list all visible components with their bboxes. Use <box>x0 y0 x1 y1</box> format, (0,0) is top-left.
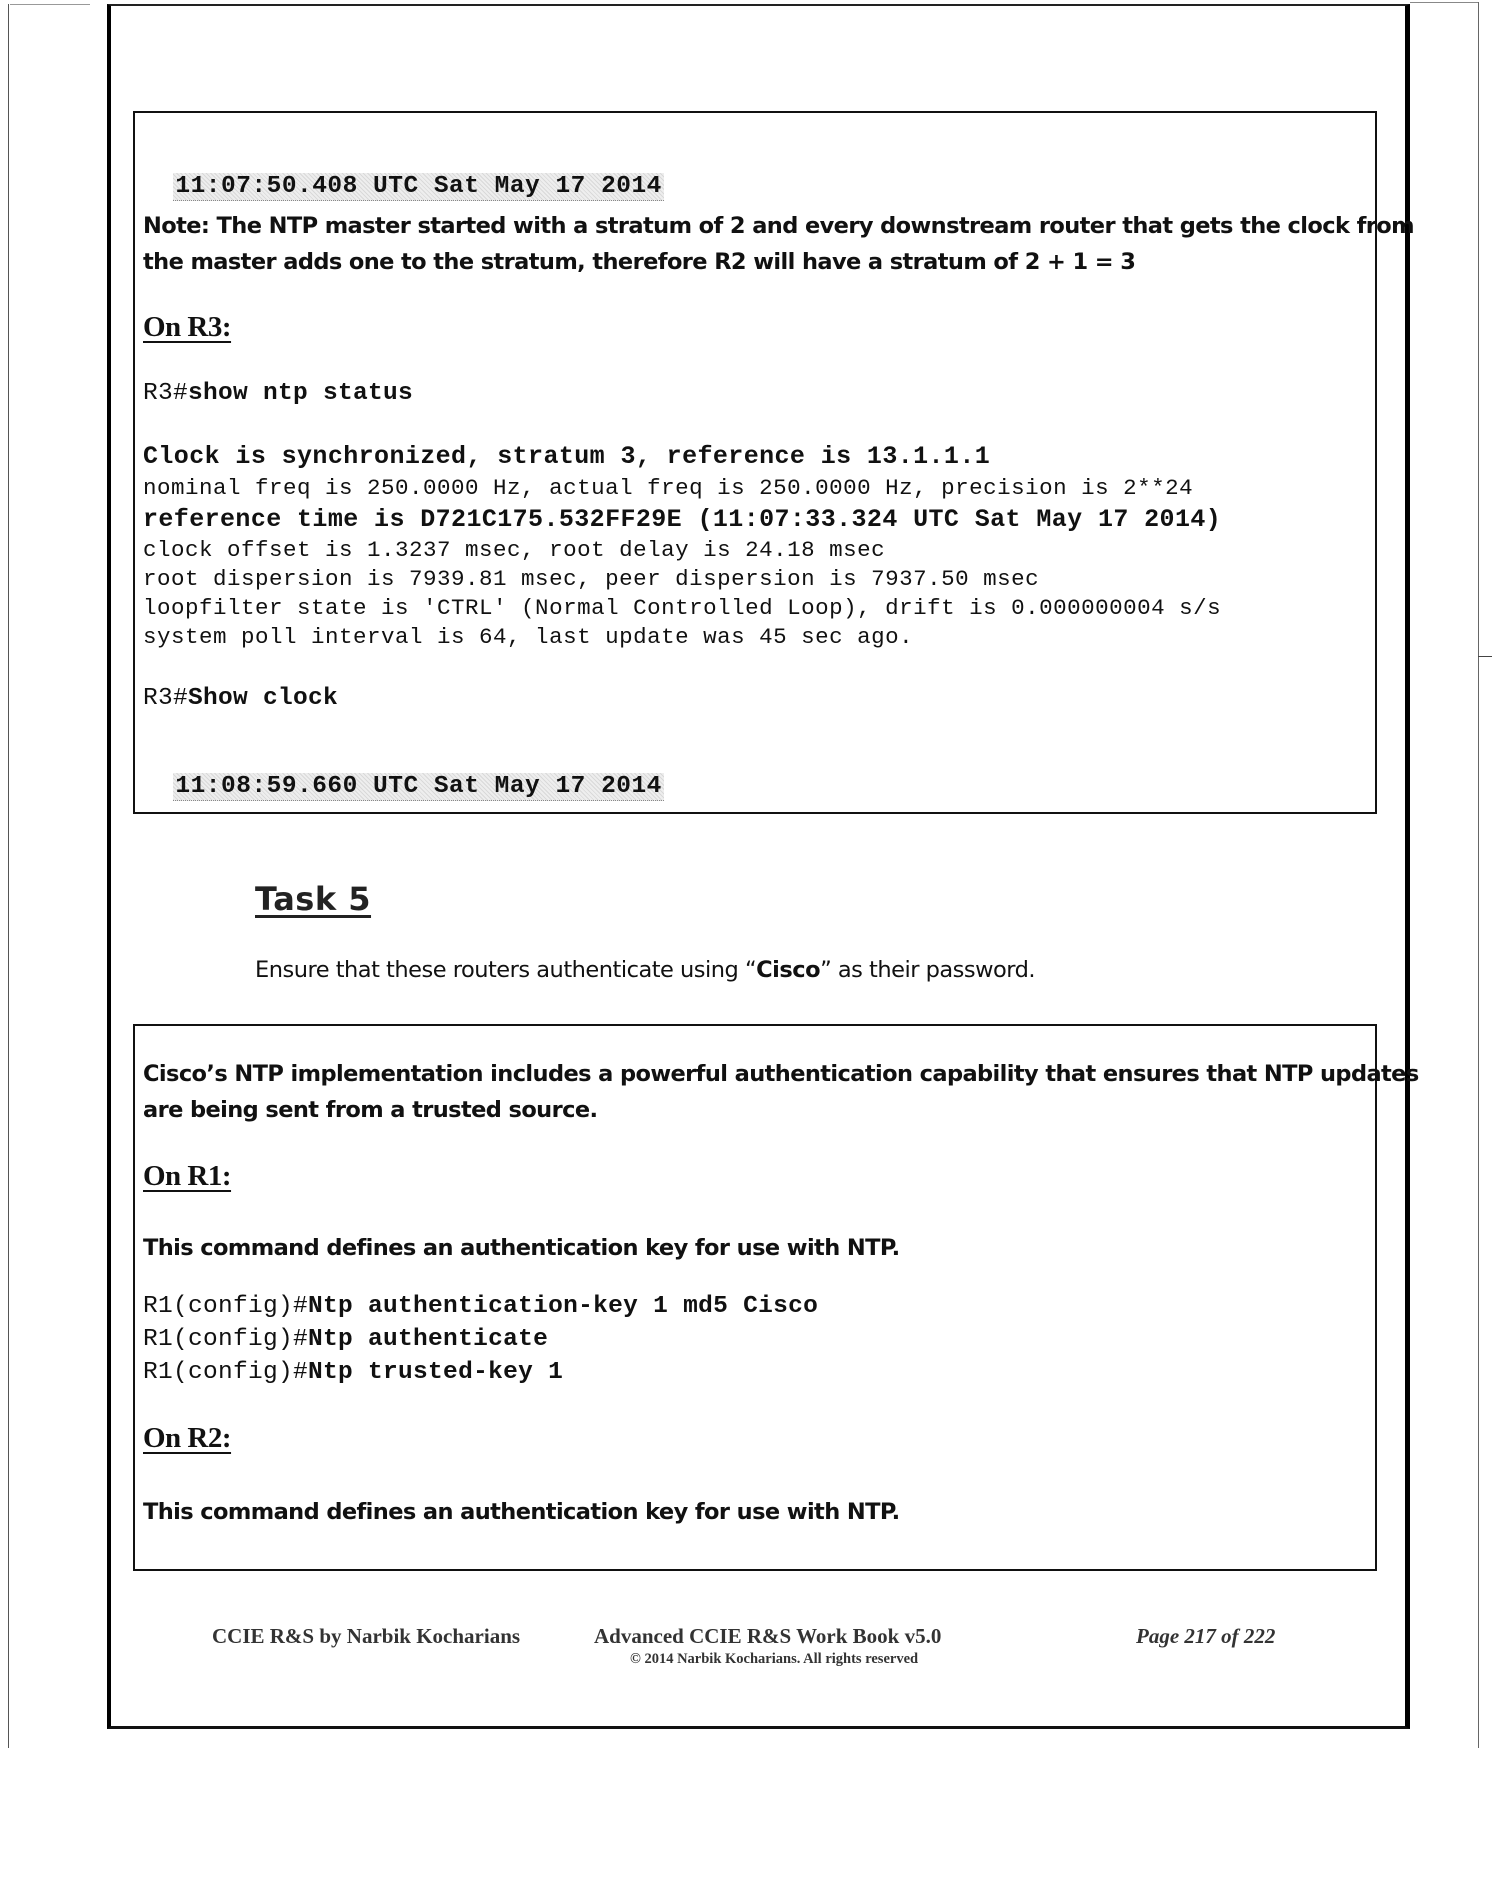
command-show-clock <box>143 685 338 712</box>
cli-prompt: R3# <box>143 380 189 407</box>
clock-output-1-text: 11:07:50.408 UTC Sat May 17 2014 <box>175 173 662 200</box>
password-value: Cisco <box>756 957 821 983</box>
ntp-status-line-5: root dispersion is 7939.81 msec, peer dispersion is 7937.50 msec <box>143 566 1040 592</box>
task-title: Task 5 <box>255 880 372 918</box>
scan-artifact <box>10 4 90 5</box>
cli-prompt: R1(config)# <box>143 1359 309 1386</box>
scan-artifact <box>1410 2 1478 3</box>
intro-line-2: are being sent from a trusted source. <box>143 1097 598 1123</box>
cli-command: Show clock <box>188 685 339 712</box>
ntp-status-line-4: clock offset is 1.3237 msec, root delay is 24.18 msec <box>143 537 886 563</box>
scan-artifact <box>1478 656 1492 657</box>
footer-author: CCIE R&S by Narbik Kocharians <box>212 1624 521 1648</box>
note-line-2: the master adds one to the stratum, therefore R2 will have a stratum of 2 + 1 = 3 <box>143 249 1136 275</box>
scan-margin-line-left <box>8 4 9 1748</box>
footer-page-number: Page 217 of 222 <box>1136 1624 1276 1648</box>
ntp-status-line-7: system poll interval is 64, last update was 45 sec ago. <box>143 624 914 650</box>
clock-output-1 <box>143 146 664 200</box>
intro-line-1: Cisco’s NTP implementation includes a powerful authentication capability that ensures that NTP updates <box>143 1061 1419 1087</box>
ntp-status-line-2: nominal freq is 250.0000 Hz, actual freq is 250.0000 Hz, precision is 2**24 <box>143 475 1194 501</box>
cli-command: show ntp status <box>188 380 414 407</box>
section-heading-r2: On R2: <box>143 1422 232 1454</box>
footer-copyright: © 2014 Narbik Kocharians. All rights reserved <box>630 1651 919 1667</box>
command-show-ntp-status <box>143 380 413 407</box>
cli-prompt: R1(config)# <box>143 1293 309 1320</box>
r1-description: This command defines an authentication key for use with NTP. <box>143 1235 900 1261</box>
clock-output-2 <box>143 746 664 800</box>
cli-prompt: R3# <box>143 685 189 712</box>
footer-book-title: Advanced CCIE R&S Work Book v5.0 <box>594 1624 942 1648</box>
ntp-status-line-1: Clock is synchronized, stratum 3, reference is 13.1.1.1 <box>143 442 991 471</box>
ntp-status-line-3: reference time is D721C175.532FF29E (11:07:33.324 UTC Sat May 17 2014) <box>143 505 1222 534</box>
r1-config-command-2: R1(config)#Ntp authenticate <box>143 1326 549 1353</box>
ntp-status-line-6: loopfilter state is 'CTRL' (Normal Controlled Loop), drift is 0.000000004 s/s <box>143 595 1222 621</box>
clock-output-2-text: 11:08:59.660 UTC Sat May 17 2014 <box>175 773 662 800</box>
note-line-1: Note: The NTP master started with a stratum of 2 and every downstream router that gets the clock from <box>143 213 1414 239</box>
r2-description: This command defines an authentication key for use with NTP. <box>143 1499 900 1525</box>
scan-margin-line-right <box>1478 2 1479 1748</box>
r1-config-command-1: R1(config)#Ntp authentication-key 1 md5 Cisco <box>143 1293 819 1320</box>
r1-config-command-3: R1(config)#Ntp trusted-key 1 <box>143 1359 564 1386</box>
cli-prompt: R1(config)# <box>143 1326 309 1353</box>
section-heading-r3: On R3: <box>143 311 232 343</box>
section-heading-r1: On R1: <box>143 1160 232 1192</box>
task-description: Ensure that these routers authenticate using “Cisco” as their password. <box>255 957 1036 983</box>
